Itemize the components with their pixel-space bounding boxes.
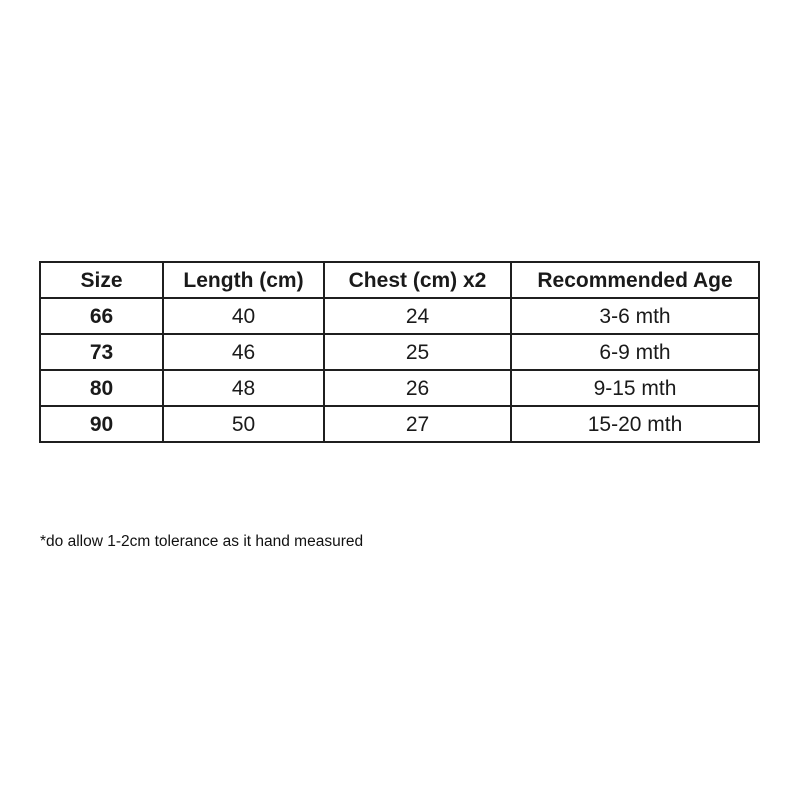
cell-size: 73	[40, 334, 163, 370]
table-row	[40, 406, 759, 442]
size-chart-header-row	[40, 262, 759, 298]
cell-chest: 27	[324, 406, 511, 442]
table-row	[40, 262, 759, 298]
cell-length: 40	[163, 298, 324, 334]
cell-size: 66	[40, 298, 163, 334]
tolerance-footnote: *do allow 1-2cm tolerance as it hand measured	[40, 533, 364, 550]
size-chart-table	[39, 261, 760, 443]
header-size: Size	[40, 262, 163, 298]
cell-age: 3-6 mth	[511, 298, 759, 334]
cell-chest: 26	[324, 370, 511, 406]
cell-size: 90	[40, 406, 163, 442]
table-row	[40, 370, 759, 406]
cell-length: 50	[163, 406, 324, 442]
table-row	[40, 334, 759, 370]
cell-length: 48	[163, 370, 324, 406]
cell-age: 15-20 mth	[511, 406, 759, 442]
table-row	[40, 298, 759, 334]
cell-chest: 24	[324, 298, 511, 334]
size-chart-body	[40, 298, 759, 442]
cell-age: 6-9 mth	[511, 334, 759, 370]
cell-chest: 25	[324, 334, 511, 370]
header-chest: Chest (cm) x2	[324, 262, 511, 298]
cell-age: 9-15 mth	[511, 370, 759, 406]
header-recommended-age: Recommended Age	[511, 262, 759, 298]
cell-size: 80	[40, 370, 163, 406]
cell-length: 46	[163, 334, 324, 370]
header-length: Length (cm)	[163, 262, 324, 298]
